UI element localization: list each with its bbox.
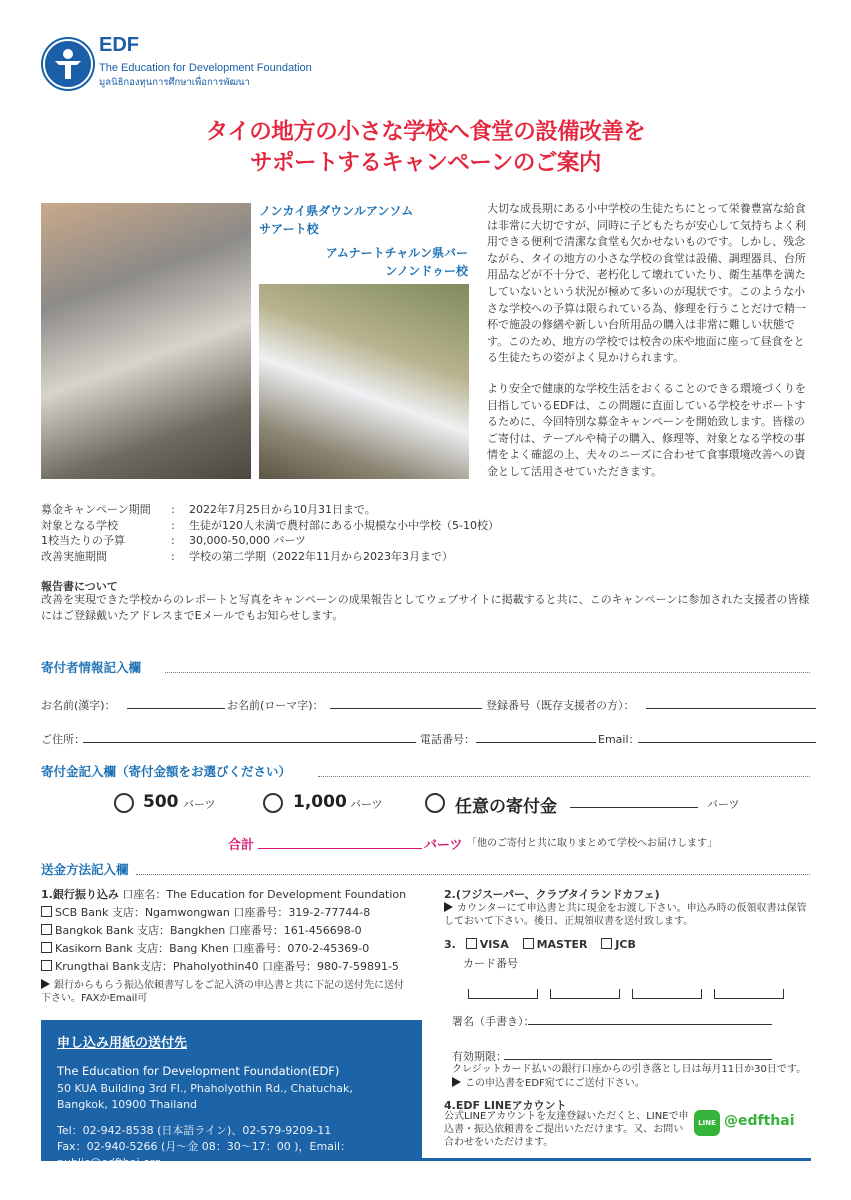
email-label: Email： bbox=[598, 733, 640, 746]
bank-note: 銀行からもらう振込依頼書写しをご記入済の申込書と共に下記の送付先に送付下さい。FAXかEmail可 bbox=[41, 980, 404, 1004]
card-number-field[interactable] bbox=[468, 984, 796, 1003]
arrow-right-icon bbox=[41, 979, 50, 989]
send-to-address1: 50 KUA Building 3rd Fl., Phaholyothin Rd., Chatuchak, bbox=[57, 1082, 353, 1095]
expiry-label: 有効期限： bbox=[452, 1050, 507, 1063]
campaign-info-table bbox=[41, 502, 499, 564]
send-to-org: The Education for Development Foundation(EDF) bbox=[57, 1064, 340, 1078]
page-title-line2: サポートするキャンペーンのご案内 bbox=[250, 150, 601, 176]
master-option[interactable]: MASTER bbox=[523, 938, 588, 951]
report-heading: 報告書について bbox=[41, 580, 118, 593]
report-text: 改善を実現できた学校からのレポートと写真をキャンペーンの成果報告としてウェブサイトに掲載すると共に、このキャンペーンに参加された支援者の皆様にはご登録戴いたアドレスまでEメールでもお知らせします。 bbox=[41, 593, 810, 622]
name-kanji-field[interactable] bbox=[127, 708, 225, 709]
expiry-field[interactable] bbox=[504, 1059, 772, 1060]
org-name: EDF bbox=[99, 34, 139, 56]
divider bbox=[165, 672, 810, 673]
send-to-fax: Fax：02-940-5266 (月～金 08：30～17：00 )，Email：public@edfthai.org bbox=[57, 1140, 352, 1169]
arrow-right-icon bbox=[452, 1077, 461, 1087]
phone-label: 電話番号： bbox=[420, 733, 475, 746]
amount-section-heading: 寄付金記入欄（寄付金額をお選びください） bbox=[41, 764, 292, 779]
unit-label: バーツ bbox=[183, 798, 216, 811]
amount-1000-radio[interactable] bbox=[263, 793, 283, 813]
line-id[interactable]: @edfthai bbox=[724, 1113, 795, 1129]
amount-custom-radio[interactable] bbox=[425, 793, 445, 813]
visa-option[interactable]: VISA bbox=[466, 938, 509, 951]
send-to-heading: 申し込み用紙の送付先 bbox=[57, 1036, 188, 1051]
divider bbox=[136, 874, 810, 875]
total-note: 「他のご寄付と共に取りまとめて学校へお届けします」 bbox=[467, 838, 717, 849]
name-roman-label: お名前(ローマ字)： bbox=[227, 699, 324, 712]
card-digits-box bbox=[468, 989, 538, 999]
bank-transfer-block: 1.銀行振り込み 口座名：The Education for Development Foundation SCB Bank 支店：Ngamwongwan 口座番号：319-2-77744-8 Bangkok Bank 支店：Bangkhen 口座番号：161-456698-0 Kasikorn Bank 支店：Bang Khen 口座番号：070-2-45369-0 Krungthai Bank支店：Phaholyothin40 口座番号：980-7-59891-5 bbox=[41, 886, 421, 976]
address-field[interactable] bbox=[83, 742, 416, 743]
school2-label: アムナートチャルン県バー ンノンドゥー校 bbox=[325, 246, 468, 278]
card-note: クレジットカード払いの銀行口座からの引き落とし日は毎月11日か30日です。 bbox=[452, 1064, 807, 1075]
payment-opt2-note: カウンターにて申込書と共に現金をお渡し下さい。申込み時の仮領収書は保管しておいて下さい。後日、正規領収書を送付致します。 bbox=[444, 903, 807, 927]
checkbox-icon bbox=[41, 960, 52, 971]
info-row: 1校当たりの予算 : 30,000-50,000 バーツ bbox=[41, 534, 307, 547]
checkbox-icon bbox=[41, 942, 52, 953]
send-to-address2: Bangkok, 10900 Thailand bbox=[57, 1098, 198, 1111]
cafeteria-photo bbox=[41, 203, 251, 479]
total-label: 合計 bbox=[228, 838, 255, 853]
bank-option-kasikorn[interactable]: Kasikorn Bank 支店：Bang Khen 口座番号：070-2-45369-0 bbox=[41, 940, 421, 958]
checkbox-icon bbox=[523, 938, 534, 949]
send-to-box bbox=[41, 1020, 422, 1169]
card-digits-box bbox=[550, 989, 620, 999]
total-unit: バーツ bbox=[424, 838, 463, 853]
donor-section-heading: 寄付者情報記入欄 bbox=[41, 660, 142, 675]
send-to-tel: Tel：02-942-8538 (日本語ライン)、02-579-9209-11 bbox=[57, 1124, 332, 1137]
checkbox-icon bbox=[601, 938, 612, 949]
amount-custom-label: 任意の寄付金 bbox=[455, 797, 557, 817]
info-row: 募金キャンペーン期間 : 2022年7月25日から10月31日まで。 bbox=[41, 503, 376, 516]
card-type-row: 3. VISA MASTER JCB bbox=[444, 938, 636, 951]
campaign-description: 大切な成長期にある小中学校の生徒たちにとって栄養豊富な給食は非常に大切ですが、同時に子どもたちが安心して気持ちよく利用できる便利で清潔な食堂も欠かせないものです。しかし、残念ながら、タイの地方の小さな学校の食堂は設備、調理器具、台所用品などが不十分で、老朽化して壊れていたり、衛生基準を満たしていないという状況が極めて多いのが現状です。このような小さな学校への予算は限られている為、修理を行うことだけで精一杯で施設の修繕や新しい台所用品の購入は非常に難しい状態です。このため、地方の学校では校舎の床や地面に座って昼食をとる生徒たちの姿がよく見かけられます。 より安全で健康的な学校生活をおくることのできる環境づくりを目指しているEDFは、この問題に直面している学校をサポートするために、今回特別な募金キャンペーンを開始致します。皆様のご寄付は、テーブルや椅子の購入、修理等、対象となる学校の事情をよく確認の上、夫々のニーズに合わせて食事環境改善への資金として活用させていただきます。 bbox=[487, 202, 806, 478]
info-row: 対象となる学校 : 生徒が120人未満で農村部にある小規模な小中学校（5-10校） bbox=[41, 518, 499, 532]
checkbox-icon bbox=[41, 906, 52, 917]
address-label: ご住所： bbox=[41, 733, 85, 746]
signature-field[interactable] bbox=[528, 1024, 772, 1025]
reg-no-label: 登録番号（既存支援者の方）： bbox=[486, 699, 635, 712]
arrow-right-icon bbox=[444, 902, 453, 912]
name-kanji-label: お名前(漢字)： bbox=[41, 699, 116, 712]
divider bbox=[318, 776, 810, 777]
edf-logo-icon bbox=[41, 37, 95, 91]
reg-no-field[interactable] bbox=[646, 708, 816, 709]
bottom-rule bbox=[422, 1158, 811, 1161]
jcb-option[interactable]: JCB bbox=[601, 938, 636, 951]
amount-custom-field[interactable] bbox=[570, 807, 698, 808]
students-floor-photo bbox=[259, 284, 469, 479]
info-row: 改善実施期間 : 学校の第二学期（2022年11月から2023年3月まで） bbox=[41, 549, 453, 563]
bank-option-bangkok[interactable]: Bangkok Bank 支店：Bangkhen 口座番号：161-456698-0 bbox=[41, 922, 421, 940]
bank-option-krungthai[interactable]: Krungthai Bank支店：Phaholyothin40 口座番号：980-7-59891-5 bbox=[41, 958, 421, 976]
line-title: 4.EDF LINEアカウント bbox=[444, 1099, 567, 1112]
total-field[interactable] bbox=[258, 848, 422, 849]
card-number-label: カード番号 bbox=[463, 957, 518, 970]
line-text: 公式LINEアカウントを友達登録いただくと、LINEで申込書・振込依頼書をご提出いただけます。又、お問い合わせをいただけます。 bbox=[444, 1111, 689, 1148]
amount-500-radio[interactable] bbox=[114, 793, 134, 813]
amount-1000-label: 1,000 bbox=[293, 792, 347, 812]
school1-label: ノンカイ県ダウンルアンソム サアート校 bbox=[259, 204, 414, 236]
payment-opt2-title: 2.(フジスーパー、クラブタイランドカフェ) bbox=[444, 888, 660, 901]
page-title-line1: タイの地方の小さな学校へ食堂の設備改善を bbox=[205, 119, 646, 145]
amount-500-label: 500 bbox=[143, 792, 179, 812]
unit-label: バーツ bbox=[707, 798, 740, 811]
checkbox-icon bbox=[466, 938, 477, 949]
checkbox-icon bbox=[41, 924, 52, 935]
org-thai-name: มูลนิธิกองทุนการศึกษาเพื่อการพัฒนา bbox=[99, 77, 250, 88]
card-digits-box bbox=[714, 989, 784, 999]
phone-field[interactable] bbox=[476, 742, 596, 743]
card-note2: この申込書をEDF宛てにご送付下さい。 bbox=[452, 1077, 645, 1090]
line-app-icon: LINE bbox=[694, 1110, 720, 1136]
signature-label: 署名（手書き）： bbox=[452, 1015, 535, 1028]
name-roman-field[interactable] bbox=[330, 708, 482, 709]
email-field[interactable] bbox=[638, 742, 816, 743]
unit-label: バーツ bbox=[350, 798, 383, 811]
bank-option-scb[interactable]: SCB Bank 支店：Ngamwongwan 口座番号：319-2-77744-8 bbox=[41, 904, 421, 922]
payment-section-heading: 送金方法記入欄 bbox=[41, 862, 129, 877]
card-digits-box bbox=[632, 989, 702, 999]
org-full-name: The Education for Development Foundation bbox=[99, 62, 312, 74]
